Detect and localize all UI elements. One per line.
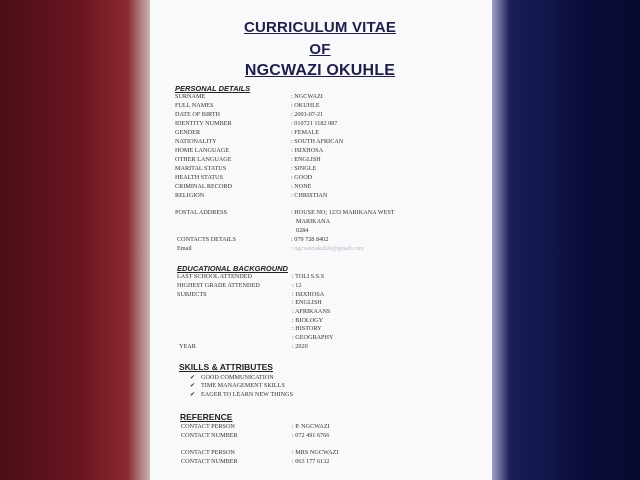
value-nationality: : SOUTH AFRICAN	[291, 138, 344, 145]
label-identity-number: IDENTITY NUMBER	[175, 120, 232, 127]
value-full-names: : OKUHLE	[291, 102, 320, 109]
cv-name-title: NGCWAZI OKUHLE	[244, 62, 396, 79]
value-surname: : NGCWAZI	[291, 93, 323, 100]
value-postal-address-line1: : HOUSE NO; 1233 MARIKANA WEST	[291, 209, 395, 216]
label-year: YEAR	[179, 343, 196, 350]
personal-details-heading: PERSONAL DETAILS	[175, 84, 251, 93]
checkmark-icon: ✔	[190, 375, 196, 381]
skill-item: GOOD COMMUNICATION	[201, 374, 274, 381]
subject-item: : BIOLOGY	[292, 317, 324, 324]
label-highest-grade: HIGHEST GRADE ATTENDED	[177, 282, 260, 289]
label-contact-number: CONTACT NUMBER	[181, 458, 238, 465]
label-contact-person: CONTACT PERSON	[181, 449, 235, 456]
label-email: Email	[177, 245, 192, 252]
label-last-school: LAST SCHOOL ATTENDED	[177, 273, 252, 280]
cv-title: CURRICULUM VITAE	[243, 19, 397, 36]
reference-heading: REFERENCE	[180, 412, 233, 422]
value-contact-person: : MRS NGCWAZI	[292, 449, 339, 456]
label-other-language: OTHER LANGUAGE	[175, 156, 232, 163]
label-gender: GENDER	[175, 129, 201, 136]
value-contact-number: : 072 491 6766	[292, 432, 330, 439]
value-home-language: : ISIXHOSA	[291, 147, 324, 154]
value-gender: : FEMALE	[291, 129, 320, 136]
label-surname: SURNAME	[175, 93, 206, 100]
subject-item: : HISTORY	[292, 325, 322, 332]
value-marital-status: : SINGLE	[291, 165, 317, 172]
value-postal-address-line3: 0284	[296, 227, 309, 234]
value-contact-number: : 063 177 6132	[292, 458, 330, 465]
value-last-school: : TOLI S.S.S	[292, 273, 325, 280]
label-postal-address: POSTAL ADDRESS	[175, 209, 228, 216]
label-health-status: HEALTH STATUS	[175, 174, 223, 181]
checkmark-icon: ✔	[190, 383, 196, 389]
label-contacts-details: CONTACTS DETAILS	[177, 236, 236, 243]
value-email: : ngcwaziokuhle@gmail.com	[291, 245, 364, 252]
subject-item: : ISIXHOSA	[292, 291, 325, 298]
value-date-of-birth: : 2001-07-21	[291, 111, 324, 118]
checkmark-icon: ✔	[190, 392, 196, 398]
value-religion: : CHRISTIAN	[291, 192, 328, 199]
value-identity-number: : 010721 1182 087	[291, 120, 338, 127]
label-religion: RELIGION	[175, 192, 205, 199]
label-date-of-birth: DATE OF BIRTH	[175, 111, 221, 118]
value-other-language: : ENGLISH	[291, 156, 321, 163]
subject-item: : ENGLISH	[292, 299, 322, 306]
value-contact-person: : P. NGCWAZI	[292, 423, 330, 430]
label-contact-person: CONTACT PERSON	[181, 423, 235, 430]
value-highest-grade: : 12	[292, 282, 302, 289]
value-postal-address-line2: MARIKANA	[296, 218, 331, 225]
value-year: : 2020	[292, 343, 308, 350]
label-subjects: SUBJECTS	[177, 291, 207, 298]
skill-item: TIME MANAGEMENT SKILLS	[201, 382, 285, 389]
education-heading: EDUCATIONAL BACKGROUND	[177, 264, 288, 273]
label-criminal-record: CRIMINAL RECORD	[175, 183, 233, 190]
skill-item: EAGER TO LEARN NEW THINGS	[201, 391, 294, 398]
label-contact-number: CONTACT NUMBER	[181, 432, 238, 439]
label-nationality: NATIONALITY	[175, 138, 217, 145]
subject-item: : GEOGRAPHY	[292, 334, 334, 341]
subject-item: : AFRIKAANS	[292, 308, 331, 315]
value-contacts-details: : 079 728 8402	[291, 236, 329, 243]
label-home-language: HOME LANGUAGE	[175, 147, 230, 154]
label-marital-status: MARITAL STATUS	[175, 165, 227, 172]
skills-heading: SKILLS & ATTRIBUTES	[179, 362, 273, 372]
value-criminal-record: : NONE	[291, 183, 312, 190]
value-health-status: : GOOD	[291, 174, 313, 181]
label-full-names: FULL NAMES	[175, 102, 214, 109]
cv-title-of: OF	[309, 41, 331, 58]
